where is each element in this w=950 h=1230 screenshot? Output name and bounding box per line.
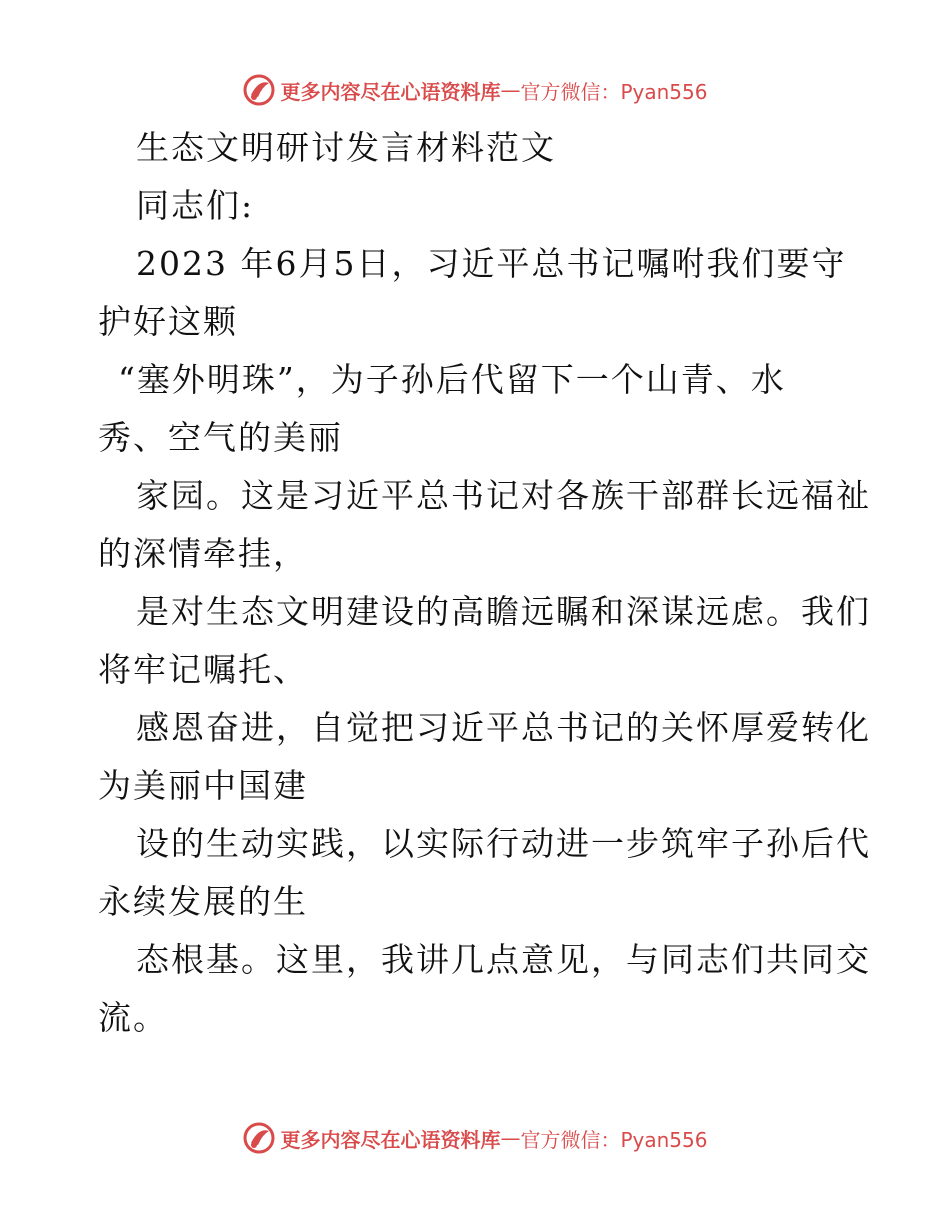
paragraph-line: 感恩奋进，自觉把习近平总书记的关怀厚爱转化 <box>136 708 871 747</box>
banner-dash: — <box>500 1126 521 1150</box>
brand-logo-icon <box>242 1121 276 1155</box>
paragraph-line: 将牢记嘱托、 <box>98 650 308 689</box>
brand-logo-icon <box>242 73 276 107</box>
banner-dash: — <box>500 78 521 102</box>
brand-text: 更多内容尽在心语资料库 <box>280 79 501 104</box>
greeting: 同志们: <box>136 186 255 225</box>
paragraph-line: 秀、空气的美丽 <box>98 418 343 457</box>
paragraph-line: 为美丽中国建 <box>98 766 308 805</box>
paragraph-line: 流。 <box>98 998 168 1037</box>
paragraph-line: 2023 年6月5日，习近平总书记嘱咐我们要守 <box>136 244 847 283</box>
brand-text: 更多内容尽在心语资料库 <box>280 1127 501 1152</box>
paragraph-line: 是对生态文明建设的高瞻远瞩和深谋远虑。我们 <box>136 592 871 631</box>
paragraph-line: 永续发展的生 <box>98 882 308 921</box>
footer-watermark <box>0 1118 950 1158</box>
paragraph-line: 护好这颗 <box>98 302 238 341</box>
header-watermark <box>0 70 950 110</box>
paragraph-line: 的深情牵挂， <box>98 534 308 573</box>
paragraph-line: “塞外明珠”，为子孙后代留下一个山青、水 <box>118 360 786 399</box>
document-title: 生态文明研讨发言材料范文 <box>136 128 556 167</box>
paragraph-line: 家园。这是习近平总书记对各族干部群长远福祉 <box>136 476 871 515</box>
wechat-id: 官方微信：Pyan556 <box>520 79 708 104</box>
paragraph-line: 设的生动实践，以实际行动进一步筑牢子孙后代 <box>136 824 871 863</box>
wechat-id: 官方微信：Pyan556 <box>520 1127 708 1152</box>
paragraph-line: 态根基。这里，我讲几点意见，与同志们共同交 <box>136 940 871 979</box>
